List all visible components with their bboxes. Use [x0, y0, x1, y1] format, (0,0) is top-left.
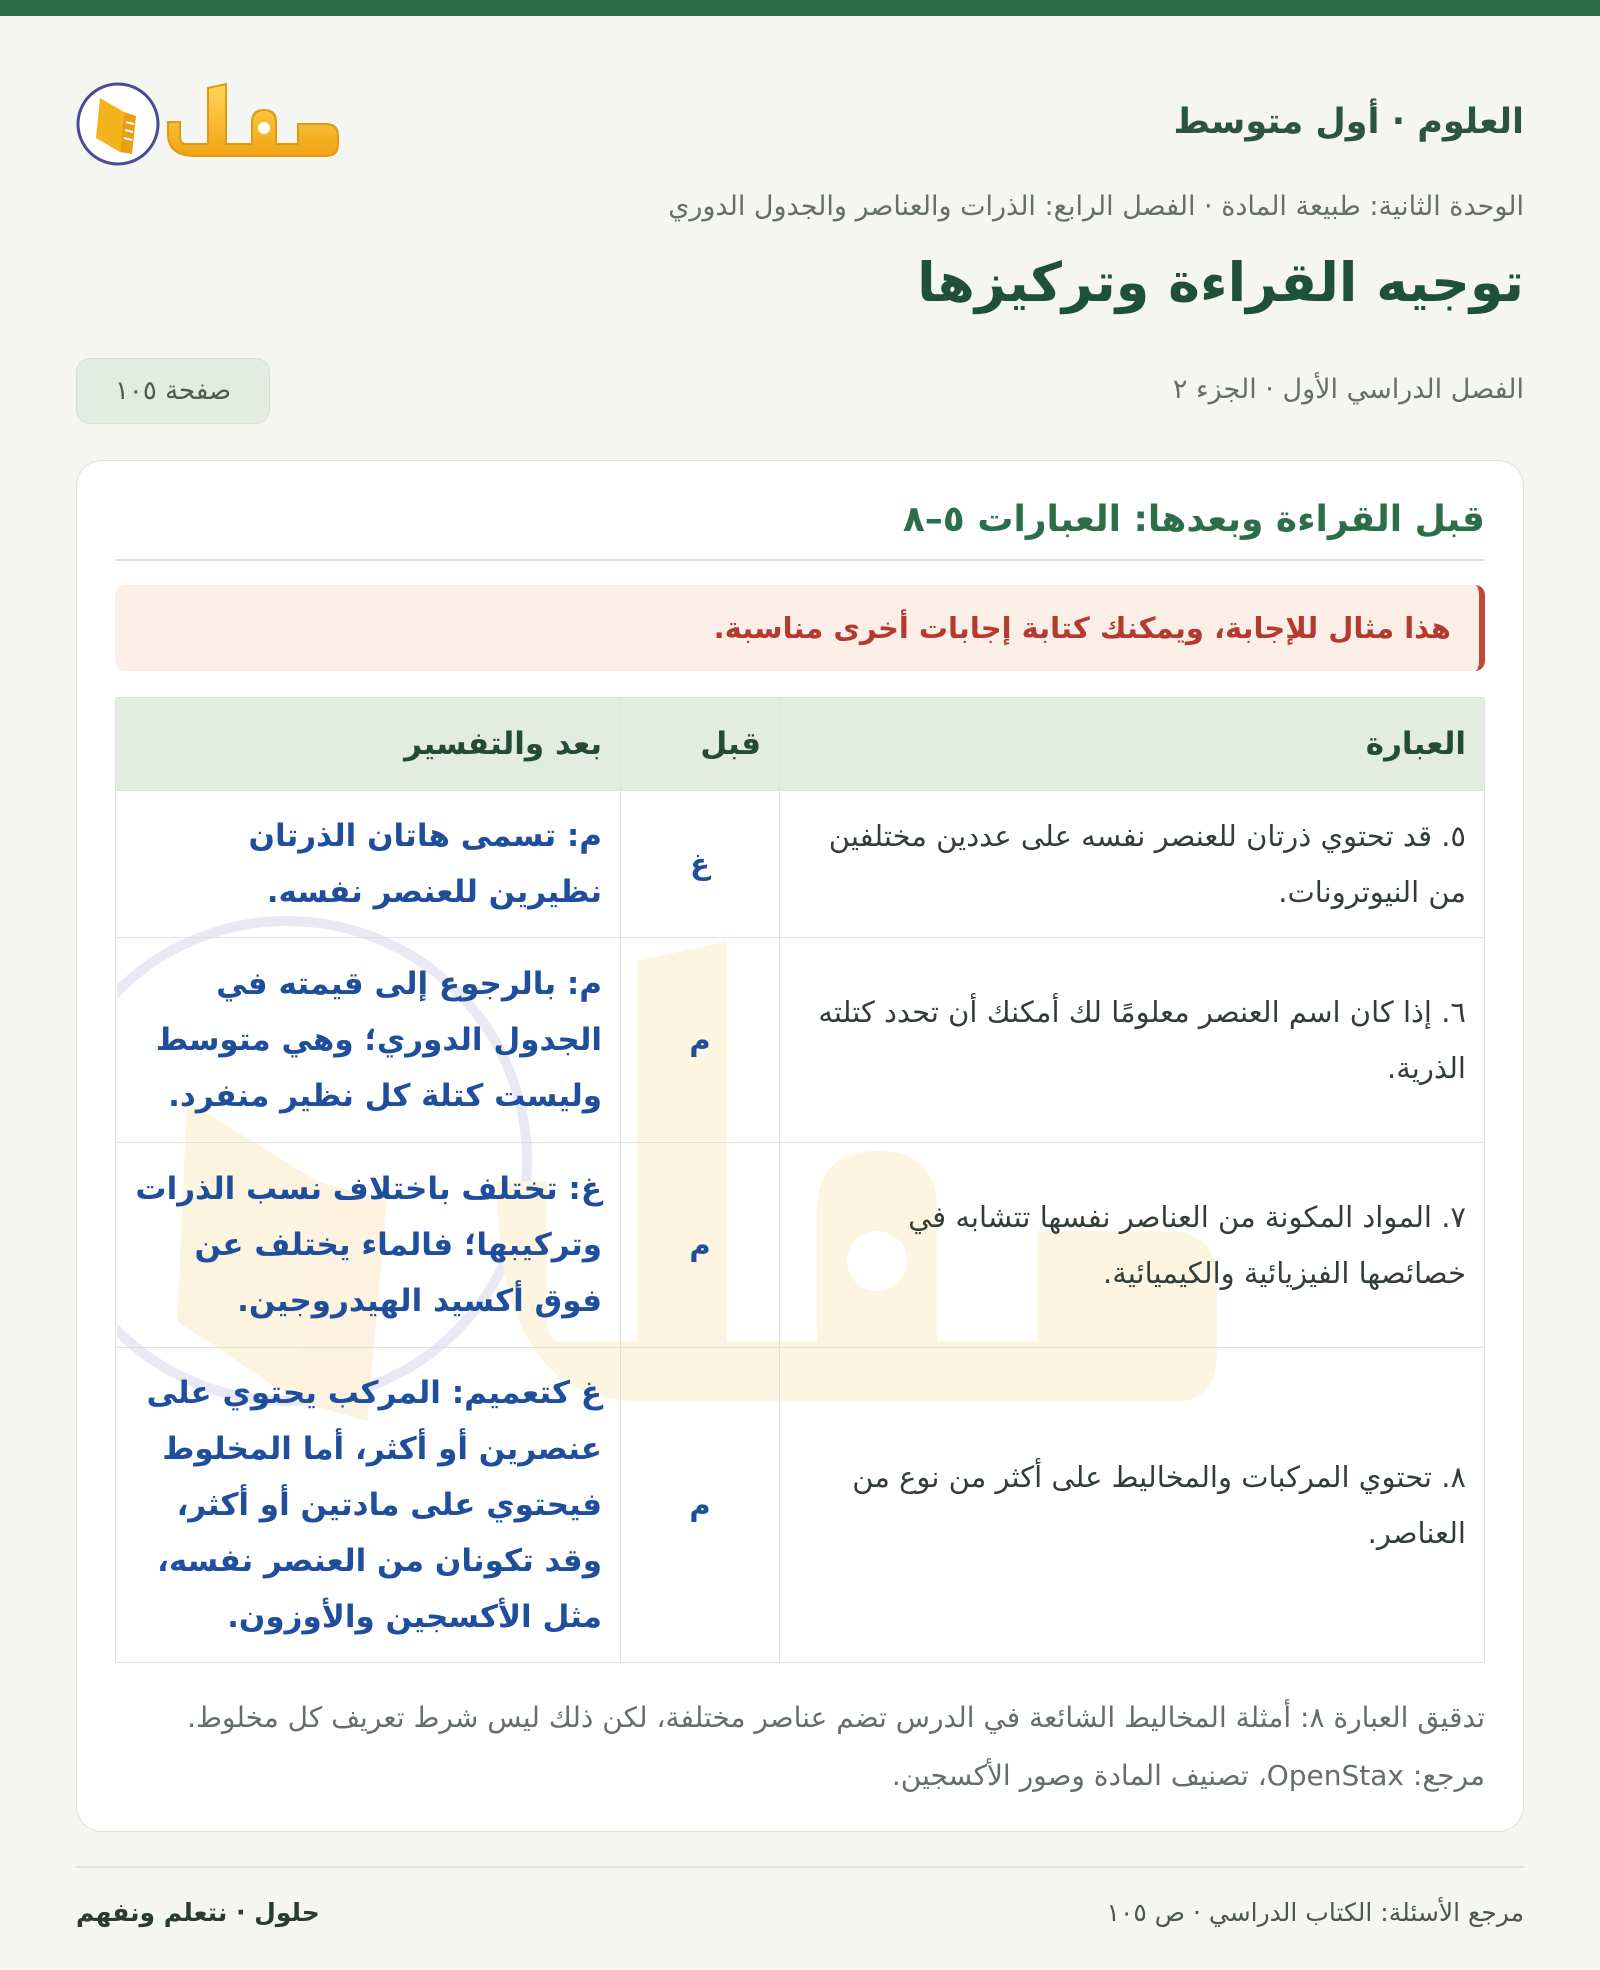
after-answer-cell: غ كتعميم: المركب يحتوي على عنصرين أو أكثر، أما المخلوط فيحتوي على مادتين أو أكثر، وقد تكونان من العنصر نفسه، مثل الأكسجين والأوزون. — [116, 1348, 621, 1663]
subject-title: العلوم · أول متوسط — [1173, 102, 1524, 142]
statement-cell: ٦. إذا كان اسم العنصر معلومًا لك أمكنك أن تحدد كتلته الذرية. — [780, 938, 1485, 1143]
after-answer-cell: م: بالرجوع إلى قيمته في الجدول الدوري؛ وهي متوسط وليست كتلة كل نظير منفرد. — [116, 938, 621, 1143]
column-header-before: قبل — [621, 698, 780, 791]
table-row — [116, 1143, 1485, 1348]
top-accent-bar — [0, 0, 1600, 16]
statement-cell: ٥. قد تحتوي ذرتان للعنصر نفسه على عددين مختلفين من النيوترونات. — [780, 791, 1485, 938]
footer-divider — [76, 1866, 1524, 1868]
statements-table — [115, 697, 1485, 1663]
column-header-statement: العبارة — [780, 698, 1485, 791]
semester-label: الفصل الدراسي الأول · الجزء ٢ — [1172, 374, 1524, 405]
breadcrumb: الوحدة الثانية: طبيعة المادة · الفصل الرابع: الذرات والعناصر والجدول الدوري — [668, 191, 1524, 222]
after-answer-cell: غ: تختلف باختلاف نسب الذرات وتركيبها؛ فالماء يختلف عن فوق أكسيد الهيدروجين. — [116, 1143, 621, 1348]
table-header-row — [116, 698, 1485, 791]
example-answer-note: هذا مثال للإجابة، ويمكنك كتابة إجابات أخرى مناسبة. — [115, 585, 1485, 671]
before-answer-cell: غ — [621, 791, 780, 938]
verification-note: تدقيق العبارة ٨: أمثلة المخاليط الشائعة في الدرس تضم عناصر مختلفة، لكن ذلك ليس شرط تعريف كل مخلوط. مرجع: OpenStax، تصنيف المادة وصور الأكسجين. — [187, 1701, 1485, 1792]
page — [76, 16, 1524, 1970]
after-answer-cell: م: تسمى هاتان الذرتان نظيرين للعنصر نفسه. — [116, 791, 621, 938]
page-number-badge: صفحة ١٠٥ — [76, 358, 270, 424]
column-header-after: بعد والتفسير — [116, 698, 621, 791]
before-answer-cell: م — [621, 1348, 780, 1663]
page-header — [76, 54, 1524, 154]
before-answer-cell: م — [621, 938, 780, 1143]
footer-brand[interactable]: حلول · نتعلم ونفهم — [76, 1898, 320, 1927]
section-title: قبل القراءة وبعدها: العبارات ٥–٨ — [902, 499, 1485, 540]
page-title: توجيه القراءة وتركيزها — [917, 251, 1524, 314]
footer-reference: مرجع الأسئلة: الكتاب الدراسي · ص ١٠٥ — [1106, 1898, 1524, 1927]
before-answer-cell: م — [621, 1143, 780, 1348]
statement-cell: ٧. المواد المكونة من العناصر نفسها تتشابه في خصائصها الفيزيائية والكيميائية. — [780, 1143, 1485, 1348]
table-row — [116, 791, 1485, 938]
statement-cell: ٨. تحتوي المركبات والمخاليط على أكثر من نوع من العناصر. — [780, 1348, 1485, 1663]
table-row — [116, 938, 1485, 1143]
section-header — [115, 495, 1485, 561]
table-row — [116, 1348, 1485, 1663]
content-card — [76, 460, 1524, 1832]
hulul-logo[interactable] — [76, 64, 346, 174]
